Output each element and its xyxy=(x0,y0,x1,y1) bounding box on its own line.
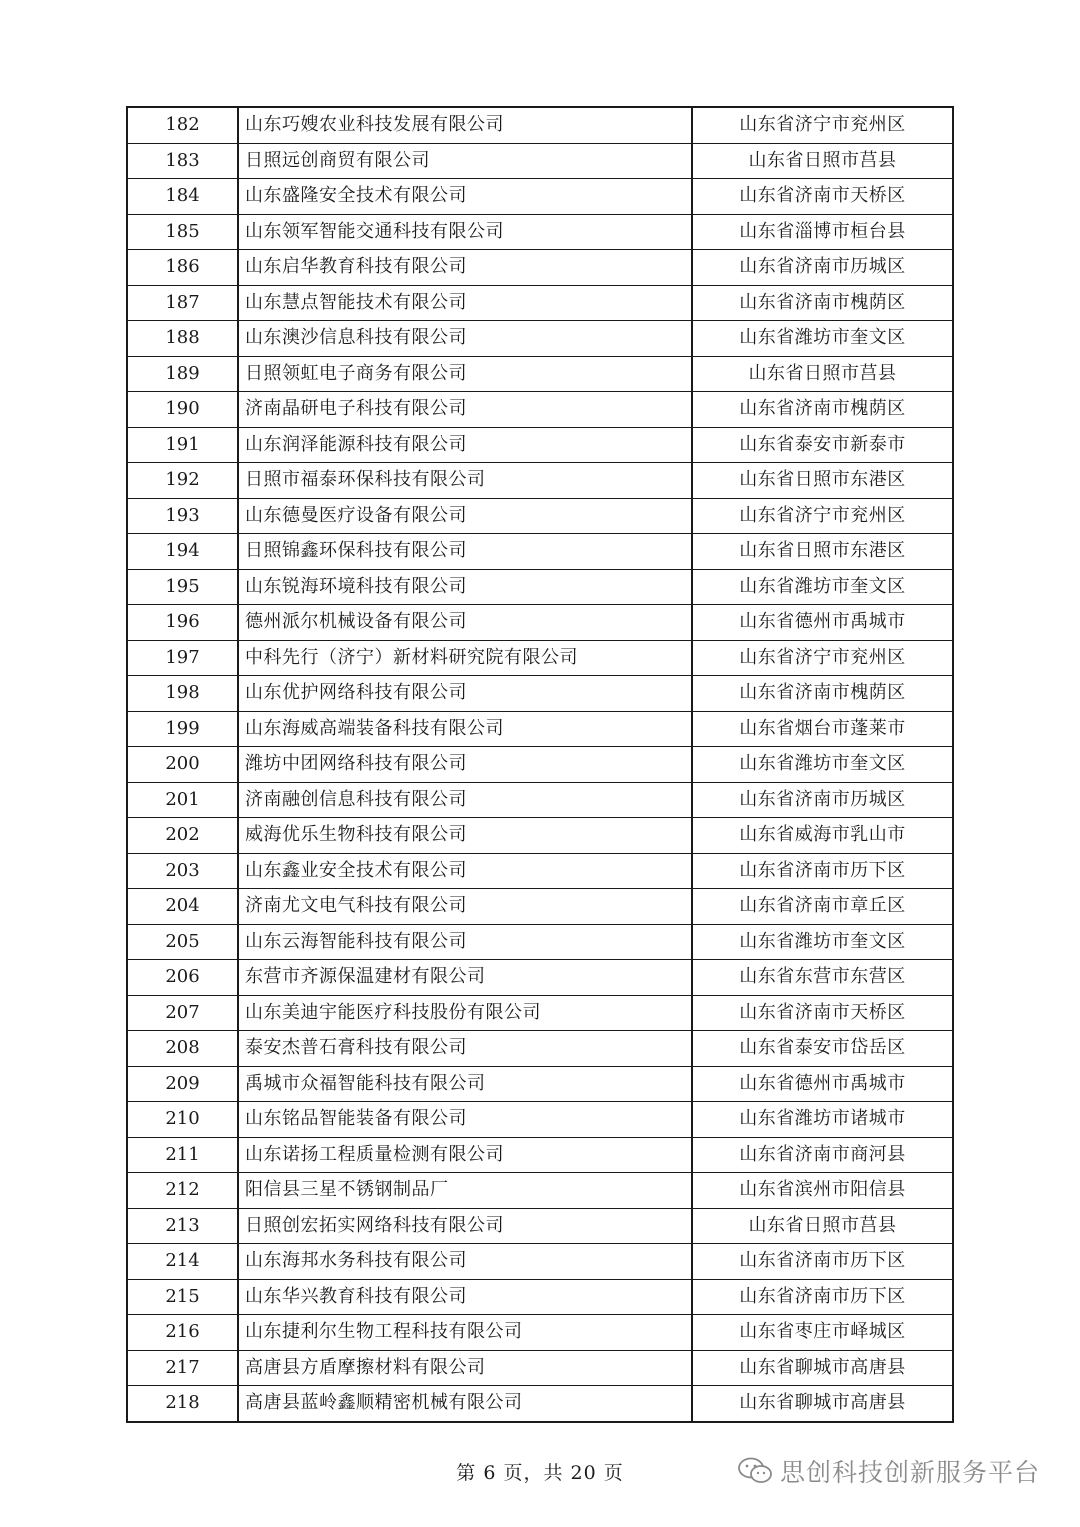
company-name: 山东海威高端装备科技有限公司 xyxy=(238,711,692,747)
company-location: 山东省日照市东港区 xyxy=(692,463,953,499)
table-row xyxy=(127,711,953,747)
company-name: 东营市齐源保温建材有限公司 xyxy=(238,960,692,996)
row-number: 189 xyxy=(127,356,238,392)
row-number: 182 xyxy=(127,107,238,143)
company-name: 山东盛隆安全技术有限公司 xyxy=(238,179,692,215)
company-name: 山东慧点智能技术有限公司 xyxy=(238,285,692,321)
company-name: 中科先行（济宁）新材料研究院有限公司 xyxy=(238,640,692,676)
company-location: 山东省济南市槐荫区 xyxy=(692,392,953,428)
watermark xyxy=(736,1453,1040,1489)
row-number: 209 xyxy=(127,1066,238,1102)
table-row xyxy=(127,356,953,392)
table-row xyxy=(127,747,953,783)
table-row xyxy=(127,427,953,463)
company-location: 山东省德州市禹城市 xyxy=(692,605,953,641)
company-location: 山东省淄博市桓台县 xyxy=(692,214,953,250)
company-name: 山东美迪宇能医疗科技股份有限公司 xyxy=(238,995,692,1031)
company-location: 山东省济南市槐荫区 xyxy=(692,285,953,321)
company-location: 山东省济宁市兖州区 xyxy=(692,498,953,534)
table-row xyxy=(127,214,953,250)
company-location: 山东省济宁市兖州区 xyxy=(692,640,953,676)
table-row xyxy=(127,1386,953,1422)
row-number: 200 xyxy=(127,747,238,783)
company-name: 山东润泽能源科技有限公司 xyxy=(238,427,692,463)
table-row xyxy=(127,1031,953,1067)
table-body xyxy=(127,107,953,1422)
table-row xyxy=(127,392,953,428)
row-number: 187 xyxy=(127,285,238,321)
company-location: 山东省枣庄市峄城区 xyxy=(692,1315,953,1351)
row-number: 212 xyxy=(127,1173,238,1209)
row-number: 199 xyxy=(127,711,238,747)
company-location: 山东省威海市乳山市 xyxy=(692,818,953,854)
company-name: 日照领虹电子商务有限公司 xyxy=(238,356,692,392)
row-number: 190 xyxy=(127,392,238,428)
table-row xyxy=(127,285,953,321)
table-row xyxy=(127,498,953,534)
company-name: 山东锐海环境科技有限公司 xyxy=(238,569,692,605)
company-name: 山东云海智能科技有限公司 xyxy=(238,924,692,960)
company-name: 山东捷利尔生物工程科技有限公司 xyxy=(238,1315,692,1351)
table-row xyxy=(127,1244,953,1280)
company-location: 山东省日照市莒县 xyxy=(692,1208,953,1244)
table-row xyxy=(127,676,953,712)
table-row xyxy=(127,1315,953,1351)
row-number: 216 xyxy=(127,1315,238,1351)
table-row xyxy=(127,995,953,1031)
company-name: 山东巧嫂农业科技发展有限公司 xyxy=(238,107,692,143)
table-row xyxy=(127,1137,953,1173)
company-name: 山东海邦水务科技有限公司 xyxy=(238,1244,692,1280)
table-row xyxy=(127,960,953,996)
company-name: 日照远创商贸有限公司 xyxy=(238,143,692,179)
row-number: 204 xyxy=(127,889,238,925)
company-name: 阳信县三星不锈钢制品厂 xyxy=(238,1173,692,1209)
table-row xyxy=(127,782,953,818)
company-location: 山东省潍坊市奎文区 xyxy=(692,747,953,783)
company-location: 山东省济南市槐荫区 xyxy=(692,676,953,712)
row-number: 191 xyxy=(127,427,238,463)
company-name: 日照锦鑫环保科技有限公司 xyxy=(238,534,692,570)
company-name: 山东启华教育科技有限公司 xyxy=(238,250,692,286)
row-number: 214 xyxy=(127,1244,238,1280)
table-row xyxy=(127,534,953,570)
company-name: 潍坊中团网络科技有限公司 xyxy=(238,747,692,783)
company-name: 山东华兴教育科技有限公司 xyxy=(238,1279,692,1315)
row-number: 213 xyxy=(127,1208,238,1244)
row-number: 203 xyxy=(127,853,238,889)
row-number: 183 xyxy=(127,143,238,179)
company-name: 济南尤文电气科技有限公司 xyxy=(238,889,692,925)
table-row xyxy=(127,1066,953,1102)
company-location: 山东省日照市东港区 xyxy=(692,534,953,570)
table-row xyxy=(127,889,953,925)
table-row xyxy=(127,1279,953,1315)
watermark-text: 思创科技创新服务平台 xyxy=(779,1458,1040,1487)
row-number: 206 xyxy=(127,960,238,996)
row-number: 208 xyxy=(127,1031,238,1067)
company-location: 山东省济南市历下区 xyxy=(692,853,953,889)
company-location: 山东省东营市东营区 xyxy=(692,960,953,996)
company-location: 山东省济南市天桥区 xyxy=(692,995,953,1031)
company-name: 德州派尔机械设备有限公司 xyxy=(238,605,692,641)
company-location: 山东省聊城市高唐县 xyxy=(692,1386,953,1422)
company-name: 日照市福泰环保科技有限公司 xyxy=(238,463,692,499)
company-name: 威海优乐生物科技有限公司 xyxy=(238,818,692,854)
company-name: 泰安杰普石膏科技有限公司 xyxy=(238,1031,692,1067)
row-number: 217 xyxy=(127,1350,238,1386)
company-location: 山东省济宁市兖州区 xyxy=(692,107,953,143)
company-name: 山东德曼医疗设备有限公司 xyxy=(238,498,692,534)
company-location: 山东省烟台市蓬莱市 xyxy=(692,711,953,747)
company-name: 高唐县方盾摩擦材料有限公司 xyxy=(238,1350,692,1386)
table-row xyxy=(127,1102,953,1138)
company-location: 山东省滨州市阳信县 xyxy=(692,1173,953,1209)
company-name: 济南融创信息科技有限公司 xyxy=(238,782,692,818)
company-location: 山东省潍坊市奎文区 xyxy=(692,569,953,605)
row-number: 196 xyxy=(127,605,238,641)
company-location: 山东省日照市莒县 xyxy=(692,356,953,392)
row-number: 207 xyxy=(127,995,238,1031)
row-number: 193 xyxy=(127,498,238,534)
company-location: 山东省济南市章丘区 xyxy=(692,889,953,925)
company-name: 山东澳沙信息科技有限公司 xyxy=(238,321,692,357)
row-number: 186 xyxy=(127,250,238,286)
row-number: 188 xyxy=(127,321,238,357)
row-number: 197 xyxy=(127,640,238,676)
company-location: 山东省泰安市岱岳区 xyxy=(692,1031,953,1067)
company-name: 禹城市众福智能科技有限公司 xyxy=(238,1066,692,1102)
company-list-table xyxy=(126,106,954,1423)
company-location: 山东省济南市历下区 xyxy=(692,1279,953,1315)
company-location: 山东省聊城市高唐县 xyxy=(692,1350,953,1386)
company-location: 山东省潍坊市奎文区 xyxy=(692,924,953,960)
row-number: 195 xyxy=(127,569,238,605)
row-number: 192 xyxy=(127,463,238,499)
table-row xyxy=(127,250,953,286)
table-row xyxy=(127,818,953,854)
company-name: 山东诺扬工程质量检测有限公司 xyxy=(238,1137,692,1173)
company-name: 山东领军智能交通科技有限公司 xyxy=(238,214,692,250)
table-row xyxy=(127,321,953,357)
table-row xyxy=(127,1208,953,1244)
row-number: 184 xyxy=(127,179,238,215)
company-name: 济南晶研电子科技有限公司 xyxy=(238,392,692,428)
company-location: 山东省济南市商河县 xyxy=(692,1137,953,1173)
table-row xyxy=(127,143,953,179)
company-name: 高唐县蓝岭鑫顺精密机械有限公司 xyxy=(238,1386,692,1422)
company-name: 山东铭品智能装备有限公司 xyxy=(238,1102,692,1138)
company-location: 山东省潍坊市诸城市 xyxy=(692,1102,953,1138)
company-location: 山东省泰安市新泰市 xyxy=(692,427,953,463)
table-row xyxy=(127,1173,953,1209)
company-location: 山东省济南市历城区 xyxy=(692,250,953,286)
company-location: 山东省济南市历城区 xyxy=(692,782,953,818)
row-number: 194 xyxy=(127,534,238,570)
company-location: 山东省潍坊市奎文区 xyxy=(692,321,953,357)
table-row xyxy=(127,107,953,143)
row-number: 210 xyxy=(127,1102,238,1138)
company-location: 山东省日照市莒县 xyxy=(692,143,953,179)
company-name: 山东鑫业安全技术有限公司 xyxy=(238,853,692,889)
table-row xyxy=(127,640,953,676)
row-number: 211 xyxy=(127,1137,238,1173)
table-row xyxy=(127,569,953,605)
company-location: 山东省济南市天桥区 xyxy=(692,179,953,215)
table-row xyxy=(127,605,953,641)
table-row xyxy=(127,463,953,499)
company-name: 日照创宏拓实网络科技有限公司 xyxy=(238,1208,692,1244)
row-number: 218 xyxy=(127,1386,238,1422)
row-number: 205 xyxy=(127,924,238,960)
row-number: 185 xyxy=(127,214,238,250)
row-number: 215 xyxy=(127,1279,238,1315)
company-name: 山东优护网络科技有限公司 xyxy=(238,676,692,712)
page-number: 第 6 页，共 20 页 xyxy=(456,1462,624,1484)
company-location: 山东省德州市禹城市 xyxy=(692,1066,953,1102)
company-location: 山东省济南市历下区 xyxy=(692,1244,953,1280)
table-row xyxy=(127,853,953,889)
table-row xyxy=(127,179,953,215)
table-row xyxy=(127,1350,953,1386)
row-number: 201 xyxy=(127,782,238,818)
row-number: 198 xyxy=(127,676,238,712)
wechat-icon xyxy=(736,1456,774,1486)
row-number: 202 xyxy=(127,818,238,854)
table-row xyxy=(127,924,953,960)
